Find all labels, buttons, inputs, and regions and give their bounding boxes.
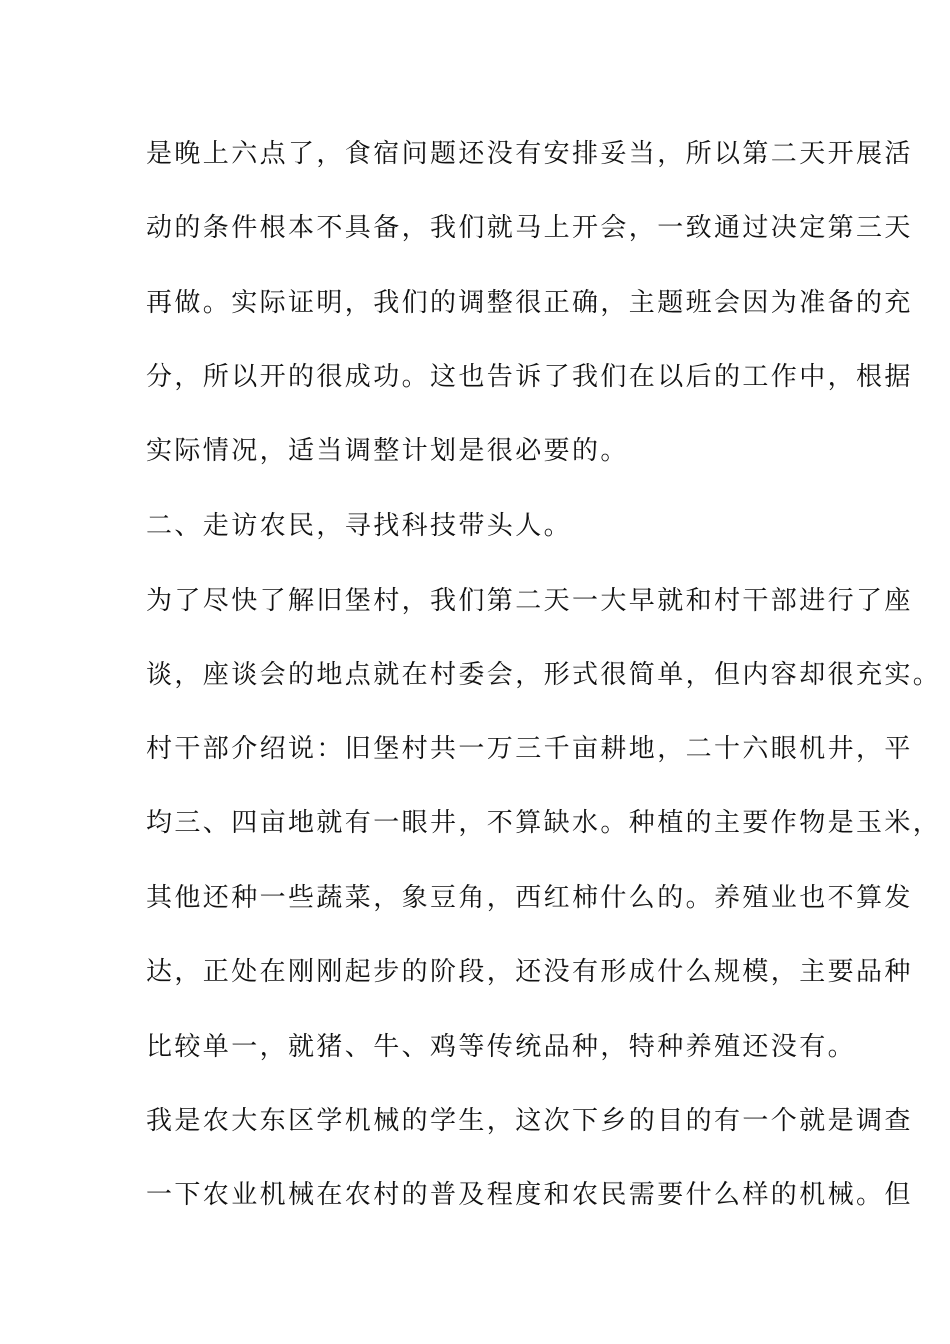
text-line-3: 再做。实际证明，我们的调整很正确，主题班会因为准备的充 <box>146 288 913 318</box>
text-line-15: 一下农业机械在农村的普及程度和农民需要什么样的机械。但 <box>146 1180 913 1210</box>
text-line-4: 分，所以开的很成功。这也告诉了我们在以后的工作中，根据 <box>146 362 913 392</box>
text-line-13: 比较单一，就猪、牛、鸡等传统品种，特种养殖还没有。 <box>146 1032 857 1062</box>
text-line-12: 达，正处在刚刚起步的阶段，还没有形成什么规模，主要品种 <box>146 957 913 987</box>
text-line-5: 实际情况，适当调整计划是很必要的。 <box>146 436 629 466</box>
text-line-14: 我是农大东区学机械的学生，这次下乡的目的有一个就是调查 <box>146 1106 913 1136</box>
text-line-2: 动的条件根本不具备，我们就马上开会，一致通过决定第三天 <box>146 213 913 243</box>
section-heading: 二、走访农民，寻找科技带头人。 <box>146 511 573 541</box>
text-line-8: 谈，座谈会的地点就在村委会，形式很简单，但内容却很充实。 <box>146 660 942 690</box>
text-line-9: 村干部介绍说：旧堡村共一万三千亩耕地，二十六眼机井，平 <box>146 734 913 764</box>
text-line-7: 为了尽快了解旧堡村，我们第二天一大早就和村干部进行了座 <box>146 586 913 616</box>
text-line-11: 其他还种一些蔬菜，象豆角，西红柿什么的。养殖业也不算发 <box>146 883 913 913</box>
text-line-1: 是晚上六点了，食宿问题还没有安排妥当，所以第二天开展活 <box>146 139 913 169</box>
text-line-10: 均三、四亩地就有一眼井，不算缺水。种植的主要作物是玉米， <box>146 808 942 838</box>
